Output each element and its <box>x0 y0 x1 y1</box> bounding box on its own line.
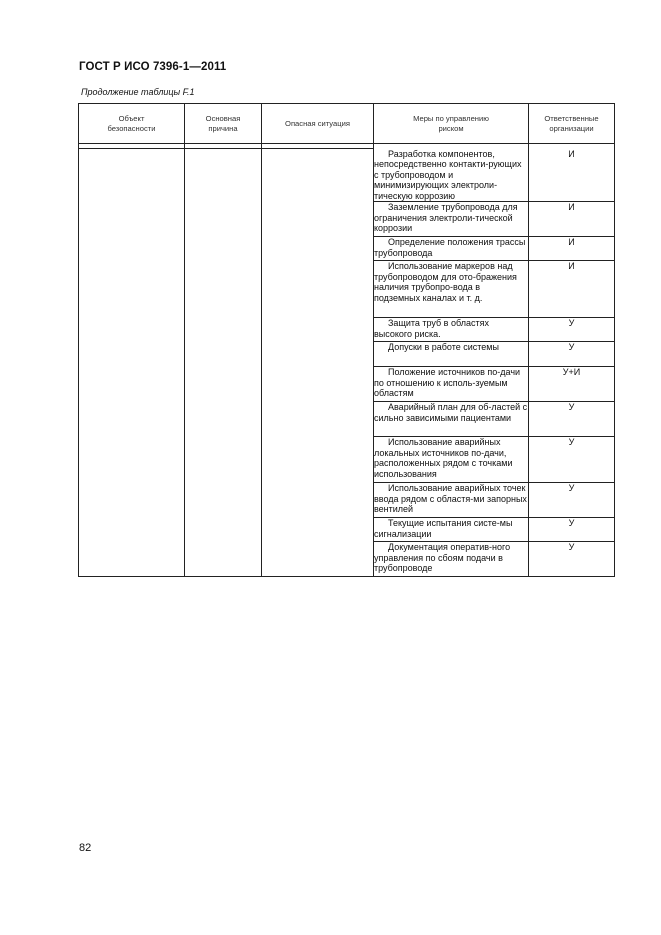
measure-cell <box>374 342 529 367</box>
measure-text: Документация оператив-ного управления по сбоям подачи в трубопроводе <box>374 542 511 573</box>
measure-text: Текущие испытания систе-мы сигнализации <box>374 518 513 539</box>
hazard-cell <box>262 149 374 577</box>
page-number: 82 <box>79 842 92 854</box>
measure-cell <box>374 237 529 261</box>
measure-cell <box>374 261 529 318</box>
object-cell <box>79 149 185 577</box>
risk-table <box>78 103 615 577</box>
column-header-object <box>79 104 185 144</box>
measure-cell <box>374 318 529 342</box>
measure-text: Защита труб в областях высокого риска. <box>374 318 489 339</box>
measure-text: Использование маркеров над трубопроводом для ото-бражения наличия трубопро-вода в подземных каналах и т. д. <box>374 261 517 303</box>
measure-text: Определение положения трассы трубопровода <box>374 237 526 258</box>
document-header: ГОСТ Р ИСО 7396-1—2011 <box>79 61 227 73</box>
org-cell: У+И <box>529 367 615 402</box>
measure-text: Заземление трубопровода для ограничения электроли-тической коррозии <box>374 202 518 233</box>
column-header-organizations <box>529 104 615 144</box>
org-cell: У <box>529 318 615 342</box>
measure-cell <box>374 542 529 577</box>
measure-text: Допуски в работе системы <box>388 342 499 352</box>
measure-cell <box>374 437 529 483</box>
measure-text: Аварийный план для об-ластей с сильно зависимыми пациентами <box>374 402 528 423</box>
org-cell: И <box>529 261 615 318</box>
table-caption: Продолжение таблицы F.1 <box>81 87 195 97</box>
org-cell: И <box>529 149 615 202</box>
org-cell: У <box>529 542 615 577</box>
table-row <box>79 149 615 202</box>
column-header-measures <box>374 104 529 144</box>
org-cell: И <box>529 237 615 261</box>
column-header-label: Ответственные организации <box>544 113 599 133</box>
org-cell: У <box>529 342 615 367</box>
column-header-label: Основная причина <box>205 113 241 133</box>
org-cell: У <box>529 402 615 437</box>
column-header-label: Меры по управлению риском <box>413 113 489 133</box>
column-header-hazard <box>262 104 374 144</box>
org-cell: У <box>529 518 615 542</box>
table-header-row <box>79 104 615 144</box>
org-cell: У <box>529 483 615 518</box>
cause-cell <box>185 149 262 577</box>
column-header-label: Опасная ситуация <box>285 118 350 128</box>
measure-cell <box>374 518 529 542</box>
measure-cell <box>374 402 529 437</box>
column-header-label: Объект безопасности <box>107 113 156 133</box>
org-cell: И <box>529 202 615 237</box>
measure-cell <box>374 367 529 402</box>
column-header-cause <box>185 104 262 144</box>
measure-cell <box>374 149 529 202</box>
measure-text: Положение источников по-дачи по отношению к исполь-зуемым областям <box>374 367 521 398</box>
measure-cell <box>374 202 529 237</box>
measure-text: Использование аварийных точек ввода рядом с областя-ми запорных вентилей <box>374 483 527 514</box>
measure-text: Разработка компонентов, непосредственно контакти-рующих с трубопроводом и минимизирующих электроли-тическую коррозию <box>374 148 522 201</box>
measure-cell <box>374 483 529 518</box>
org-cell: У <box>529 437 615 483</box>
measure-text: Использование аварийных локальных источников по-дачи, расположенных рядом с точками использования <box>374 437 513 479</box>
